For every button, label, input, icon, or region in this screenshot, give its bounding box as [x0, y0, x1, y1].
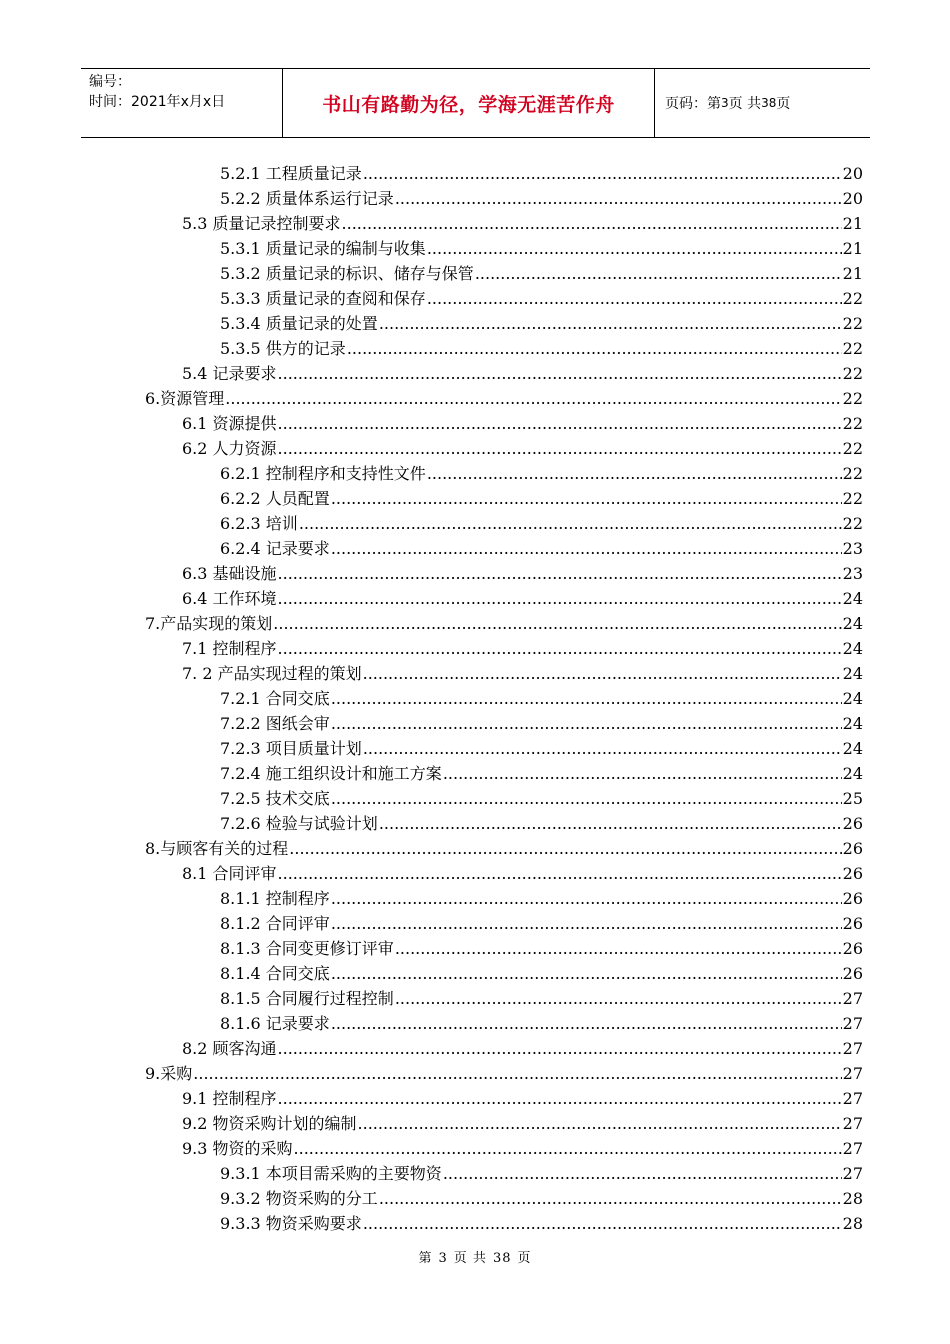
toc-entry-page: 27 — [842, 1139, 863, 1158]
toc-dot-leader — [278, 863, 842, 885]
toc-entry[interactable] — [220, 735, 863, 760]
toc-dot-leader — [278, 563, 842, 585]
header-motto: 书山有路勤为径，学海无涯苦作舟 — [322, 93, 615, 116]
toc-entry-page: 23 — [842, 539, 863, 558]
toc-entry[interactable] — [220, 310, 863, 335]
toc-entry-page: 27 — [842, 1114, 863, 1133]
toc-dot-leader — [395, 938, 842, 960]
toc-entry-page: 24 — [842, 689, 863, 708]
toc-dot-leader — [331, 713, 842, 735]
toc-entry-page: 24 — [842, 614, 863, 633]
toc-entry-title: 5.3 质量记录控制要求 — [182, 214, 341, 233]
toc-entry-page: 24 — [842, 639, 863, 658]
toc-entry[interactable] — [220, 1160, 863, 1185]
toc-entry-title: 5.3.4 质量记录的处置 — [220, 314, 378, 333]
toc-entry-page: 21 — [842, 214, 863, 233]
footer-mid: 页 共 — [453, 1251, 487, 1266]
toc-entry[interactable] — [220, 285, 863, 310]
toc-entry[interactable] — [182, 1035, 863, 1060]
toc-entry-page: 22 — [842, 489, 863, 508]
toc-entry-title: 5.3.1 质量记录的编制与收集 — [220, 239, 426, 258]
toc-entry[interactable] — [182, 860, 863, 885]
toc-entry-page: 22 — [842, 464, 863, 483]
toc-entry-title: 6.2.4 记录要求 — [220, 539, 330, 558]
toc-dot-leader — [294, 1138, 842, 1160]
toc-entry[interactable] — [220, 535, 863, 560]
toc-entry-title: 7.2.3 项目质量计划 — [220, 739, 362, 758]
toc-entry-title: 7.2.2 图纸会审 — [220, 714, 330, 733]
toc-dot-leader — [278, 413, 842, 435]
footer-total: 38 — [492, 1251, 512, 1266]
toc-entry-title: 6.资源管理 — [145, 389, 225, 408]
toc-entry-title: 6.4 工作环境 — [182, 589, 277, 608]
toc-entry[interactable] — [182, 1110, 863, 1135]
toc-entry-title: 9.采购 — [145, 1064, 193, 1083]
toc-entry[interactable] — [220, 885, 863, 910]
toc-entry-title: 9.3 物资的采购 — [182, 1139, 293, 1158]
toc-entry[interactable] — [220, 485, 863, 510]
toc-dot-leader — [289, 838, 841, 860]
toc-entry[interactable] — [182, 210, 863, 235]
toc-entry-title: 5.2.1 工程质量记录 — [220, 164, 362, 183]
toc-entry[interactable] — [220, 260, 863, 285]
toc-entry-title: 9.3.3 物资采购要求 — [220, 1214, 362, 1233]
toc-dot-leader — [331, 913, 842, 935]
toc-entry[interactable] — [220, 1210, 863, 1235]
toc-dot-leader — [443, 763, 842, 785]
toc-entry[interactable] — [220, 1010, 863, 1035]
toc-dot-leader — [427, 288, 842, 310]
toc-dot-leader — [379, 1188, 842, 1210]
toc-dot-leader — [363, 1213, 842, 1235]
toc-dot-leader — [379, 813, 842, 835]
toc-dot-leader — [331, 688, 842, 710]
toc-entry-title: 9.1 控制程序 — [182, 1089, 277, 1108]
toc-entry-page: 23 — [842, 564, 863, 583]
toc-entry[interactable] — [220, 235, 863, 260]
toc-entry-page: 24 — [842, 739, 863, 758]
toc-entry[interactable] — [220, 510, 863, 535]
toc-dot-leader — [225, 388, 841, 410]
toc-entry-page: 27 — [842, 1039, 863, 1058]
toc-entry-title: 8.1.1 控制程序 — [220, 889, 330, 908]
page-label-mid: 页 共 — [728, 96, 762, 112]
toc-entry-title: 6.2.1 控制程序和支持性文件 — [220, 464, 426, 483]
toc-entry[interactable] — [145, 835, 863, 860]
toc-entry[interactable] — [220, 935, 863, 960]
toc-entry[interactable] — [220, 160, 863, 185]
page-current: 3 — [721, 96, 729, 110]
toc-entry-title: 7.1 控制程序 — [182, 639, 277, 658]
toc-entry-page: 24 — [842, 764, 863, 783]
header-page-indicator — [655, 69, 870, 137]
toc-dot-leader — [331, 538, 842, 560]
toc-entry-title: 7.2.6 检验与试验计划 — [220, 814, 378, 833]
toc-entry-page: 24 — [842, 714, 863, 733]
toc-dot-leader — [363, 663, 842, 685]
toc-entry-title: 7.2.1 合同交底 — [220, 689, 330, 708]
toc-entry-page: 26 — [842, 914, 863, 933]
toc-entry-page: 26 — [842, 889, 863, 908]
toc-entry-title: 8.1.3 合同变更修订评审 — [220, 939, 394, 958]
toc-dot-leader — [273, 613, 841, 635]
toc-entry-page: 27 — [842, 1014, 863, 1033]
toc-entry-page: 26 — [842, 864, 863, 883]
toc-entry[interactable] — [182, 435, 863, 460]
toc-dot-leader — [363, 738, 842, 760]
toc-entry-title: 7.产品实现的策划 — [145, 614, 273, 633]
toc-dot-leader — [427, 238, 842, 260]
toc-entry-page: 28 — [842, 1189, 863, 1208]
toc-dot-leader — [331, 888, 842, 910]
toc-entry-title: 5.4 记录要求 — [182, 364, 277, 383]
toc-entry[interactable] — [220, 1185, 863, 1210]
toc-entry-title: 8.1 合同评审 — [182, 864, 277, 883]
doc-number-label: 编号： — [89, 74, 131, 90]
toc-entry-title: 7.2.4 施工组织设计和施工方案 — [220, 764, 442, 783]
toc-entry-title: 8.1.4 合同交底 — [220, 964, 330, 983]
toc-entry-title: 5.3.3 质量记录的查阅和保存 — [220, 289, 426, 308]
toc-entry-page: 22 — [842, 439, 863, 458]
toc-dot-leader — [193, 1063, 841, 1085]
toc-entry-title: 6.2.3 培训 — [220, 514, 298, 533]
toc-entry[interactable] — [220, 785, 863, 810]
page-header — [81, 68, 870, 138]
toc-dot-leader — [379, 313, 842, 335]
toc-entry-title: 8.1.5 合同履行过程控制 — [220, 989, 394, 1008]
toc-entry-page: 21 — [842, 239, 863, 258]
toc-entry-title: 6.2 人力资源 — [182, 439, 277, 458]
toc-entry-page: 22 — [842, 414, 863, 433]
toc-entry-page: 21 — [842, 264, 863, 283]
toc-entry[interactable] — [220, 910, 863, 935]
toc-dot-leader — [278, 438, 842, 460]
toc-entry[interactable] — [220, 760, 863, 785]
toc-entry-page: 26 — [842, 814, 863, 833]
toc-entry-page: 26 — [842, 839, 863, 858]
toc-entry-title: 8.2 顾客沟通 — [182, 1039, 277, 1058]
toc-entry[interactable] — [220, 335, 863, 360]
header-meta — [81, 69, 282, 137]
toc-entry[interactable] — [182, 560, 863, 585]
toc-dot-leader — [299, 513, 842, 535]
toc-entry-page: 22 — [842, 364, 863, 383]
toc-entry-page: 27 — [842, 1064, 863, 1083]
toc-entry-title: 9.3.1 本项目需采购的主要物资 — [220, 1164, 442, 1183]
toc-dot-leader — [475, 263, 842, 285]
toc-entry-page: 22 — [842, 389, 863, 408]
toc-dot-leader — [443, 1163, 842, 1185]
toc-entry-page: 24 — [842, 664, 863, 683]
footer-suffix: 页 — [517, 1251, 532, 1266]
toc-entry-title: 5.2.2 质量体系运行记录 — [220, 189, 394, 208]
toc-dot-leader — [358, 1113, 842, 1135]
toc-entry[interactable] — [220, 985, 863, 1010]
toc-entry[interactable] — [182, 410, 863, 435]
toc-entry[interactable] — [220, 460, 863, 485]
toc-dot-leader — [347, 338, 842, 360]
toc-entry-title: 8.1.2 合同评审 — [220, 914, 330, 933]
toc-dot-leader — [331, 788, 842, 810]
toc-entry[interactable] — [220, 685, 863, 710]
toc-dot-leader — [342, 213, 842, 235]
toc-entry-page: 27 — [842, 989, 863, 1008]
toc-entry[interactable] — [220, 710, 863, 735]
toc-entry-page: 27 — [842, 1089, 863, 1108]
toc-entry-page: 25 — [842, 789, 863, 808]
toc-entry-title: 9.3.2 物资采购的分工 — [220, 1189, 378, 1208]
toc-entry[interactable] — [182, 635, 863, 660]
toc-entry[interactable] — [182, 660, 863, 685]
footer-current: 3 — [438, 1251, 448, 1266]
toc-entry-title: 6.2.2 人员配置 — [220, 489, 330, 508]
toc-entry-page: 22 — [842, 314, 863, 333]
toc-entry-page: 22 — [842, 339, 863, 358]
toc-entry[interactable] — [220, 185, 863, 210]
toc-entry[interactable] — [182, 585, 863, 610]
toc-dot-leader — [278, 1088, 842, 1110]
toc-entry-page: 20 — [842, 189, 863, 208]
toc-entry-title: 9.2 物资采购计划的编制 — [182, 1114, 357, 1133]
toc-entry-title: 8.与顾客有关的过程 — [145, 839, 289, 858]
toc-entry[interactable] — [145, 1060, 863, 1085]
toc-entry-page: 27 — [842, 1164, 863, 1183]
toc-entry-title: 7.2.5 技术交底 — [220, 789, 330, 808]
toc-dot-leader — [363, 163, 842, 185]
toc-entry[interactable] — [220, 810, 863, 835]
page-label-prefix: 页码：第 — [665, 96, 721, 112]
toc-dot-leader — [331, 488, 842, 510]
toc-entry-title: 6.3 基础设施 — [182, 564, 277, 583]
doc-time-label: 时间：2021年x月x日 — [89, 94, 226, 110]
toc-entry-title: 6.1 资源提供 — [182, 414, 277, 433]
page-footer — [0, 1247, 950, 1266]
toc-dot-leader — [331, 963, 842, 985]
toc-entry[interactable] — [182, 1085, 863, 1110]
toc-entry-title: 8.1.6 记录要求 — [220, 1014, 330, 1033]
toc-entry-page: 22 — [842, 514, 863, 533]
toc-entry-page: 28 — [842, 1214, 863, 1233]
toc-dot-leader — [278, 638, 842, 660]
toc-entry-page: 26 — [842, 939, 863, 958]
toc-entry-title: 5.3.2 质量记录的标识、储存与保管 — [220, 264, 474, 283]
toc-entry-page: 24 — [842, 589, 863, 608]
toc-entry[interactable] — [220, 960, 863, 985]
toc-entry-title: 5.3.5 供方的记录 — [220, 339, 346, 358]
toc-entry-title: 7. 2 产品实现过程的策划 — [182, 664, 362, 683]
toc-entry[interactable] — [145, 385, 863, 410]
toc-entry-page: 20 — [842, 164, 863, 183]
toc-dot-leader — [278, 588, 842, 610]
toc-entry[interactable] — [182, 360, 863, 385]
toc-dot-leader — [278, 363, 842, 385]
toc-entry-page: 22 — [842, 289, 863, 308]
toc-dot-leader — [278, 1038, 842, 1060]
toc-entry[interactable] — [182, 1135, 863, 1160]
toc-dot-leader — [427, 463, 842, 485]
toc-entry[interactable] — [145, 610, 863, 635]
footer-prefix: 第 — [418, 1251, 433, 1266]
header-motto-cell — [282, 69, 655, 137]
page-total: 38 — [761, 96, 777, 110]
toc-dot-leader — [395, 988, 842, 1010]
toc-dot-leader — [331, 1013, 842, 1035]
toc-entry-page: 26 — [842, 964, 863, 983]
toc-dot-leader — [395, 188, 842, 210]
page-label-suffix: 页 — [776, 96, 791, 112]
